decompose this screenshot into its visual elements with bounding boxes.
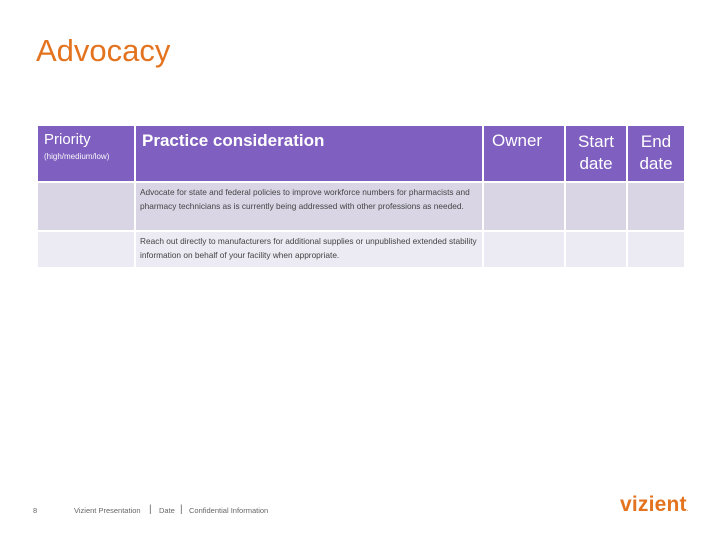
cell-owner[interactable]	[483, 182, 565, 231]
header-owner: Owner	[483, 125, 565, 182]
cell-priority[interactable]	[37, 231, 135, 268]
advocacy-table	[36, 124, 686, 269]
header-start-date: Start date	[565, 125, 627, 182]
footer-separator: |	[149, 504, 152, 515]
footer-separator: |	[180, 504, 183, 515]
header-end-date: End date	[627, 125, 685, 182]
cell-end-date[interactable]	[627, 182, 685, 231]
logo-mark: .	[686, 507, 689, 513]
cell-start-date[interactable]	[565, 182, 627, 231]
slide-title: Advocacy	[36, 33, 171, 68]
header-priority-sublabel: (high/medium/low)	[44, 152, 110, 161]
table-row	[37, 182, 685, 231]
page-number: 8	[33, 506, 38, 515]
footer	[0, 506, 720, 520]
logo-text: vizient	[620, 493, 687, 516]
footer-presentation: Vizient Presentation	[74, 506, 141, 515]
table-header-row	[37, 125, 685, 182]
table-row	[37, 231, 685, 268]
footer-confidential: Confidential Information	[189, 506, 269, 515]
cell-end-date[interactable]	[627, 231, 685, 268]
header-practice: Practice consideration	[135, 125, 483, 182]
header-priority-label: Priority	[44, 131, 91, 148]
cell-owner[interactable]	[483, 231, 565, 268]
cell-priority[interactable]	[37, 182, 135, 231]
cell-start-date[interactable]	[565, 231, 627, 268]
cell-practice: Advocate for state and federal policies to improve workforce numbers for pharmacists and pharmacy technicians as is currently being addressed with other professions as needed.	[135, 182, 483, 231]
cell-practice: Reach out directly to manufacturers for additional supplies or unpublished extended stability information on behalf of your facility when appropriate.	[135, 231, 483, 268]
header-priority	[37, 125, 135, 182]
vizient-logo	[620, 493, 689, 517]
footer-date: Date	[159, 506, 175, 515]
